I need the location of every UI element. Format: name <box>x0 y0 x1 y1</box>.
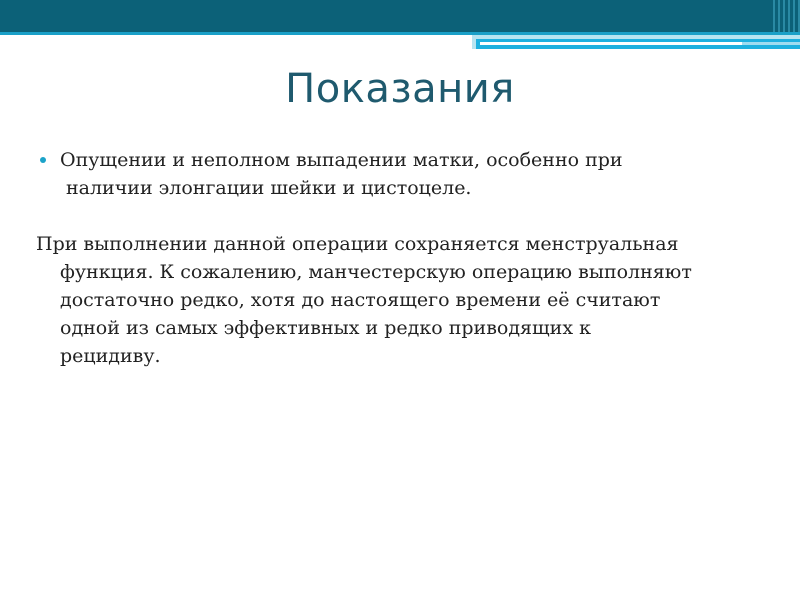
slide-content <box>36 146 736 370</box>
bullet-dot-icon <box>40 157 46 163</box>
body-paragraph <box>36 230 736 370</box>
bullet-item <box>36 146 736 174</box>
header-accent-white <box>480 42 742 45</box>
header-band <box>0 0 800 32</box>
paragraph-line-1: При выполнении данной операции сохраняется менструальная <box>36 233 679 255</box>
bullet-text-line-1: Опущении и неполном выпадении матки, особенно при <box>60 149 623 171</box>
paragraph-line-2: функция. К сожалению, манчестерскую операцию выполняют <box>60 261 692 283</box>
bullet-text-line-2 <box>36 174 736 202</box>
bullet-text-line-2-text: наличии элонгации шейки и цистоцеле. <box>66 177 472 199</box>
header-accent-sky <box>742 42 800 45</box>
paragraph-line-4: одной из самых эффективных и редко приводящих к <box>60 317 591 339</box>
header-stripes <box>770 0 800 32</box>
paragraph-line-3: достаточно редко, хотя до настоящего времени её считают <box>60 289 661 311</box>
slide-title: Показания <box>285 66 515 112</box>
paragraph-line-5: рецидиву. <box>60 345 161 367</box>
